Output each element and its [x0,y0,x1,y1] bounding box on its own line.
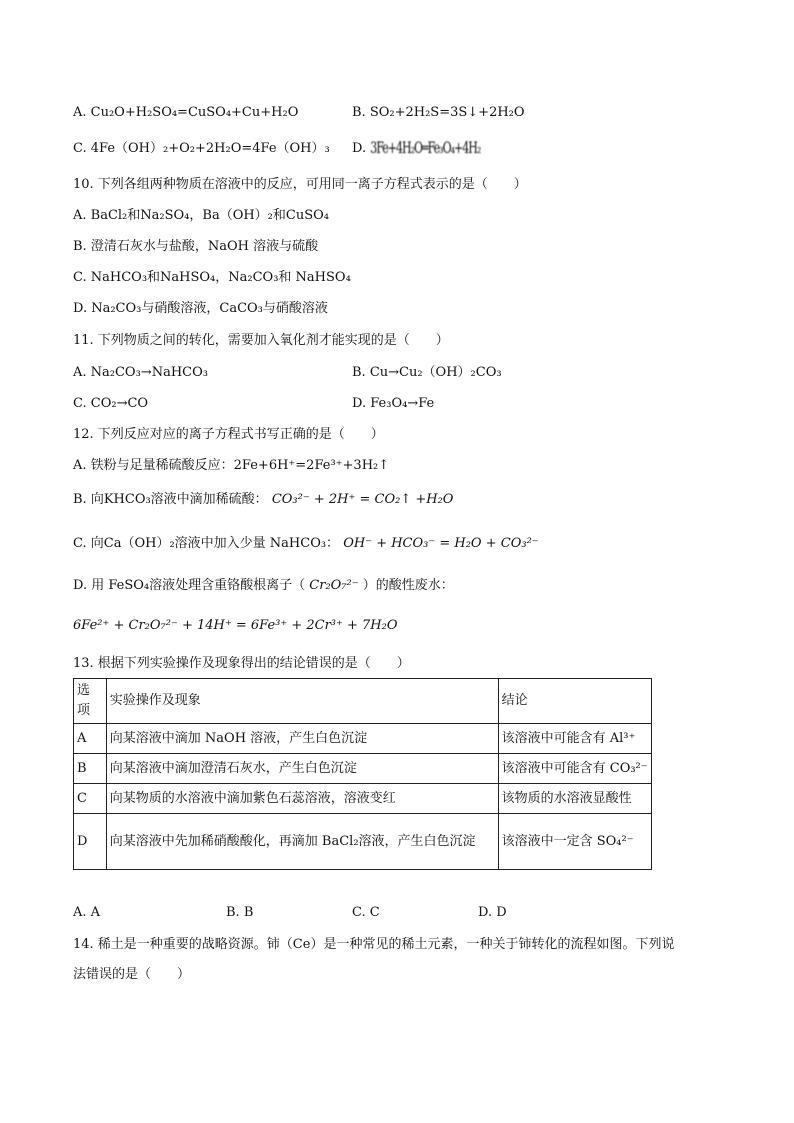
q11-option-c: C. CO₂→CO [73,396,149,411]
q12-option-d [73,577,454,595]
q12-stem: 12. 下列反应对应的离子方程式书写正确的是（ ） [73,427,384,442]
q11-stem: 11. 下列物质之间的转化，需要加入氧化剂才能实现的是（ ） [73,333,449,348]
q10-option-d: D. Na₂CO₃与硝酸溶液，CaCO₃与硝酸溶液 [73,301,328,316]
table-cell: 向某溶液中滴加 NaOH 溶液，产生白色沉淀 [106,724,498,754]
q13-option-b: B. B [226,905,254,920]
q14-stem-line-1: 14. 稀土是一种重要的战略资源。铈（Ce）是一种常见的稀土元素，一种关于铈转化的流程如图。下列说 [73,937,675,952]
q10-stem: 10. 下列各组两种物质在溶液中的反应，可用同一离子方程式表示的是（ ） [73,177,527,192]
table-cell: 向某溶液中先加稀硝酸酸化，再滴加 BaCl₂溶液，产生白色沉淀 [106,814,498,870]
q9-option-a: A. Cu₂O+H₂SO₄=CuSO₄+Cu+H₂O [73,105,299,120]
q11-option-b: B. Cu→Cu₂（OH）₂CO₃ [352,365,502,380]
q14-stem-line-2: 法错误的是（ ） [73,967,191,982]
q12-option-b-text: B. 向KHCO₃溶液中滴加稀硫酸： [73,492,268,507]
table-cell: 该溶液中可能含有 CO₃²⁻ [498,754,651,784]
q9-option-c: C. 4Fe（OH）₂+O₂+2H₂O=4Fe（OH）₃ [73,141,330,156]
table-cell: 该物质的水溶液显酸性 [498,784,651,814]
q12-option-c-equation: OH⁻ + HCO₃⁻ = H₂O + CO₃²⁻ [343,536,539,551]
q13-option-d: D. D [478,905,507,920]
q11-option-d: D. Fe₃O₄→Fe [352,396,435,411]
q12-option-b-equation: CO₃²⁻ + 2H⁺ = CO₂↑ +H₂O [271,492,454,507]
q10-option-a: A. BaCl₂和Na₂SO₄，Ba（OH）₂和CuSO₄ [73,208,329,223]
table-cell: 向某物质的水溶液中滴加紫色石蕊溶液，溶液变红 [106,784,498,814]
table-row [74,784,652,814]
table-cell: A [74,724,107,754]
q12-option-d-text-1: D. 用 FeSO₄溶液处理含重铬酸根离子（ [73,578,306,593]
q13-option-a: A. A [73,905,101,920]
q12-option-c [73,535,539,553]
table-header-cell: 选项 [74,679,107,724]
table-header-row [74,679,652,724]
table-cell: C [74,784,107,814]
q12-option-d-equation: 6Fe²⁺ + Cr₂O₇²⁻ + 14H⁺ = 6Fe³⁺ + 2Cr³⁺ + 7H₂O [73,618,398,633]
q9-option-d-equation-image: 3Fe+4H₂O═Fe₃O₄+4H₂ [370,139,481,158]
q10-option-b: B. 澄清石灰水与盐酸，NaOH 溶液与硫酸 [73,239,319,254]
q12-option-b [73,491,453,509]
q12-option-c-text: C. 向Ca（OH）₂溶液中加入少量 NaHCO₃： [73,536,340,551]
table-cell: D [74,814,107,870]
table-cell: 向某溶液中滴加澄清石灰水，产生白色沉淀 [106,754,498,784]
q12-option-d-text-2: ）的酸性废水： [362,578,454,593]
q13-experiment-table [73,678,652,870]
q12-option-a: A. 铁粉与足量稀硫酸反应：2Fe+6H⁺=2Fe³⁺+3H₂↑ [73,458,390,473]
q9-option-d-label: D. [352,141,367,156]
q13-option-c: C. C [352,905,380,920]
table-cell: 该溶液中可能含有 Al³⁺ [498,724,651,754]
table-cell: 该溶液中一定含 SO₄²⁻ [498,814,651,870]
q12-option-d-ion: Cr₂O₇²⁻ [309,578,359,593]
table-row [74,814,652,870]
table-cell: B [74,754,107,784]
table-header-cell: 实验操作及现象 [106,679,498,724]
table-row [74,754,652,784]
q11-option-a: A. Na₂CO₃→NaHCO₃ [73,365,208,380]
q10-option-c: C. NaHCO₃和NaHSO₄，Na₂CO₃和 NaHSO₄ [73,270,351,285]
table-header-cell: 结论 [498,679,651,724]
q9-option-b: B. SO₂+2H₂S=3S↓+2H₂O [352,105,525,120]
table-row [74,724,652,754]
q9-option-d [352,140,480,158]
q13-stem: 13. 根据下列实验操作及现象得出的结论错误的是（ ） [73,656,410,671]
